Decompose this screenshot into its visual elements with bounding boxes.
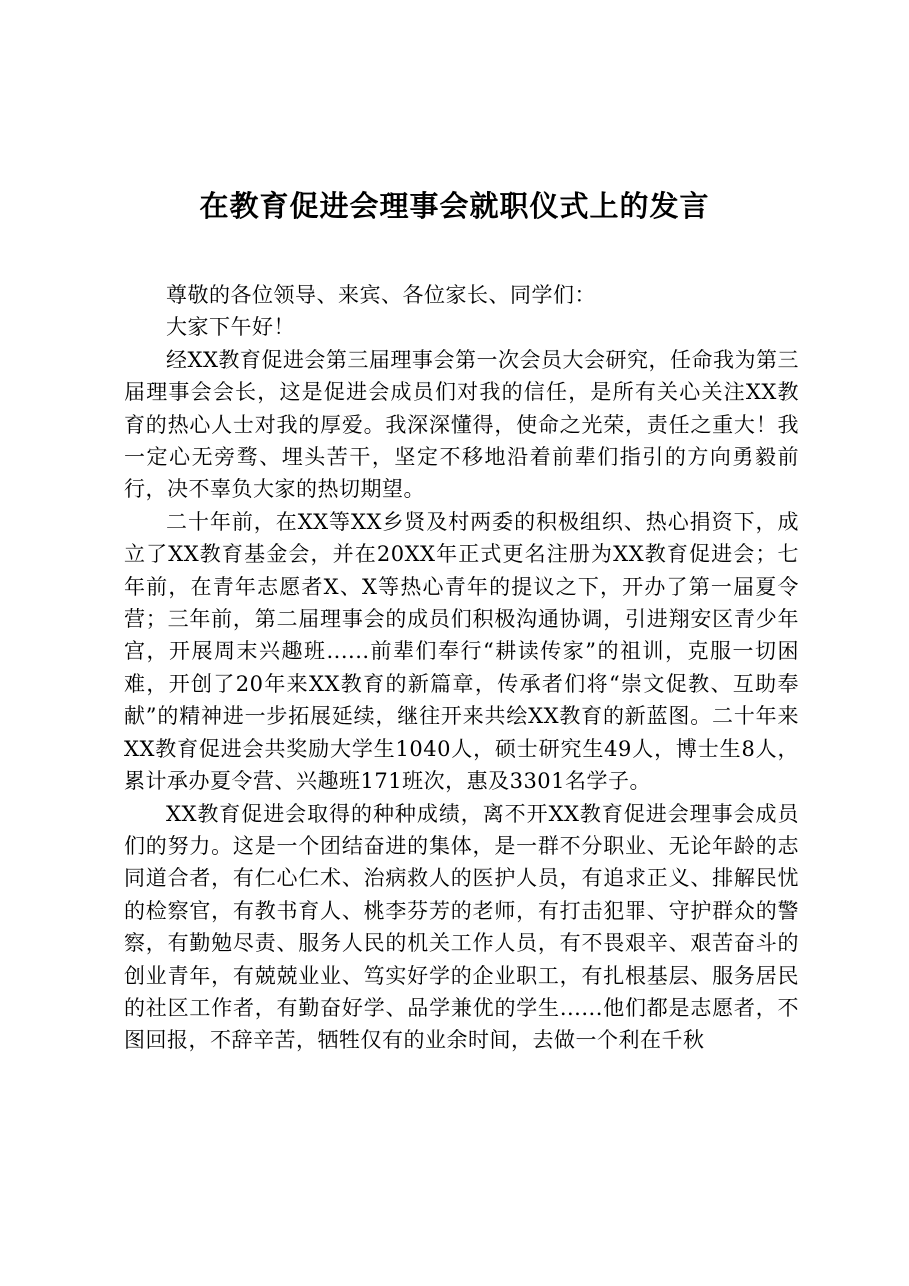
greeting-paragraph: 大家下午好！ bbox=[166, 315, 295, 340]
document-body bbox=[124, 279, 799, 1057]
salutation-paragraph: 尊敬的各位领导、来宾、各位家长、同学们： bbox=[166, 283, 596, 307]
body-paragraph: 经XX教育促进会第三届理事会第一次会员大会研究，任命我为第三届理事会会长，这是促进会成员们对我的信任，是所有关心关注XX教育的热心人士对我的厚爱。我深深懂得，使命之光荣，责任之重大！我一定心无旁骛、埋头苦干，坚定不移地沿着前辈们指引的方向勇毅前行，决不辜负大家的热切期望。 bbox=[124, 347, 799, 502]
body-paragraph: XX教育促进会取得的种种成绩，离不开XX教育促进会理事会成员们的努力。这是一个团结奋进的集体，是一群不分职业、无论年龄的志同道合者，有仁心仁术、治病救人的医护人员，有追求正义、排解民忧的检察官，有教书育人、桃李芬芳的老师，有打击犯罪、守护群众的警察，有勤勉尽责、服务人民的机关工作人员，有不畏艰辛、艰苦奋斗的创业青年，有兢兢业业、笃实好学的企业职工，有扎根基层、服务居民的社区工作者，有勤奋好学、品学兼优的学生......他们都是志愿者，不图回报，不辞辛苦，牺牲仅有的业余时间，去做一个利在千秋 bbox=[124, 801, 799, 1053]
body-paragraph: 二十年前，在XX等XX乡贤及村两委的积极组织、热心捐资下，成立了XX教育基金会，并在20XX年正式更名注册为XX教育促进会；七年前，在青年志愿者X、X等热心青年的提议之下，开办了第一届夏令营；三年前，第二届理事会的成员们积极沟通协调，引进翔安区青少年宫，开展周末兴趣班......前辈们奉行“耕读传家”的祖训，克服一切困难，开创了20年来XX教育的新篇章，传承者们将“崇文促教、互助奉献”的精神进一步拓展延续，继往开来共绘XX教育的新蓝图。二十年来XX教育促进会共奖励大学生1040人，硕士研究生49人，博士生8人，累计承办夏令营、兴趣班171班次，惠及3301名学子。 bbox=[124, 509, 799, 794]
document-title: 在教育促进会理事会就职仪式上的发言 bbox=[199, 189, 710, 223]
